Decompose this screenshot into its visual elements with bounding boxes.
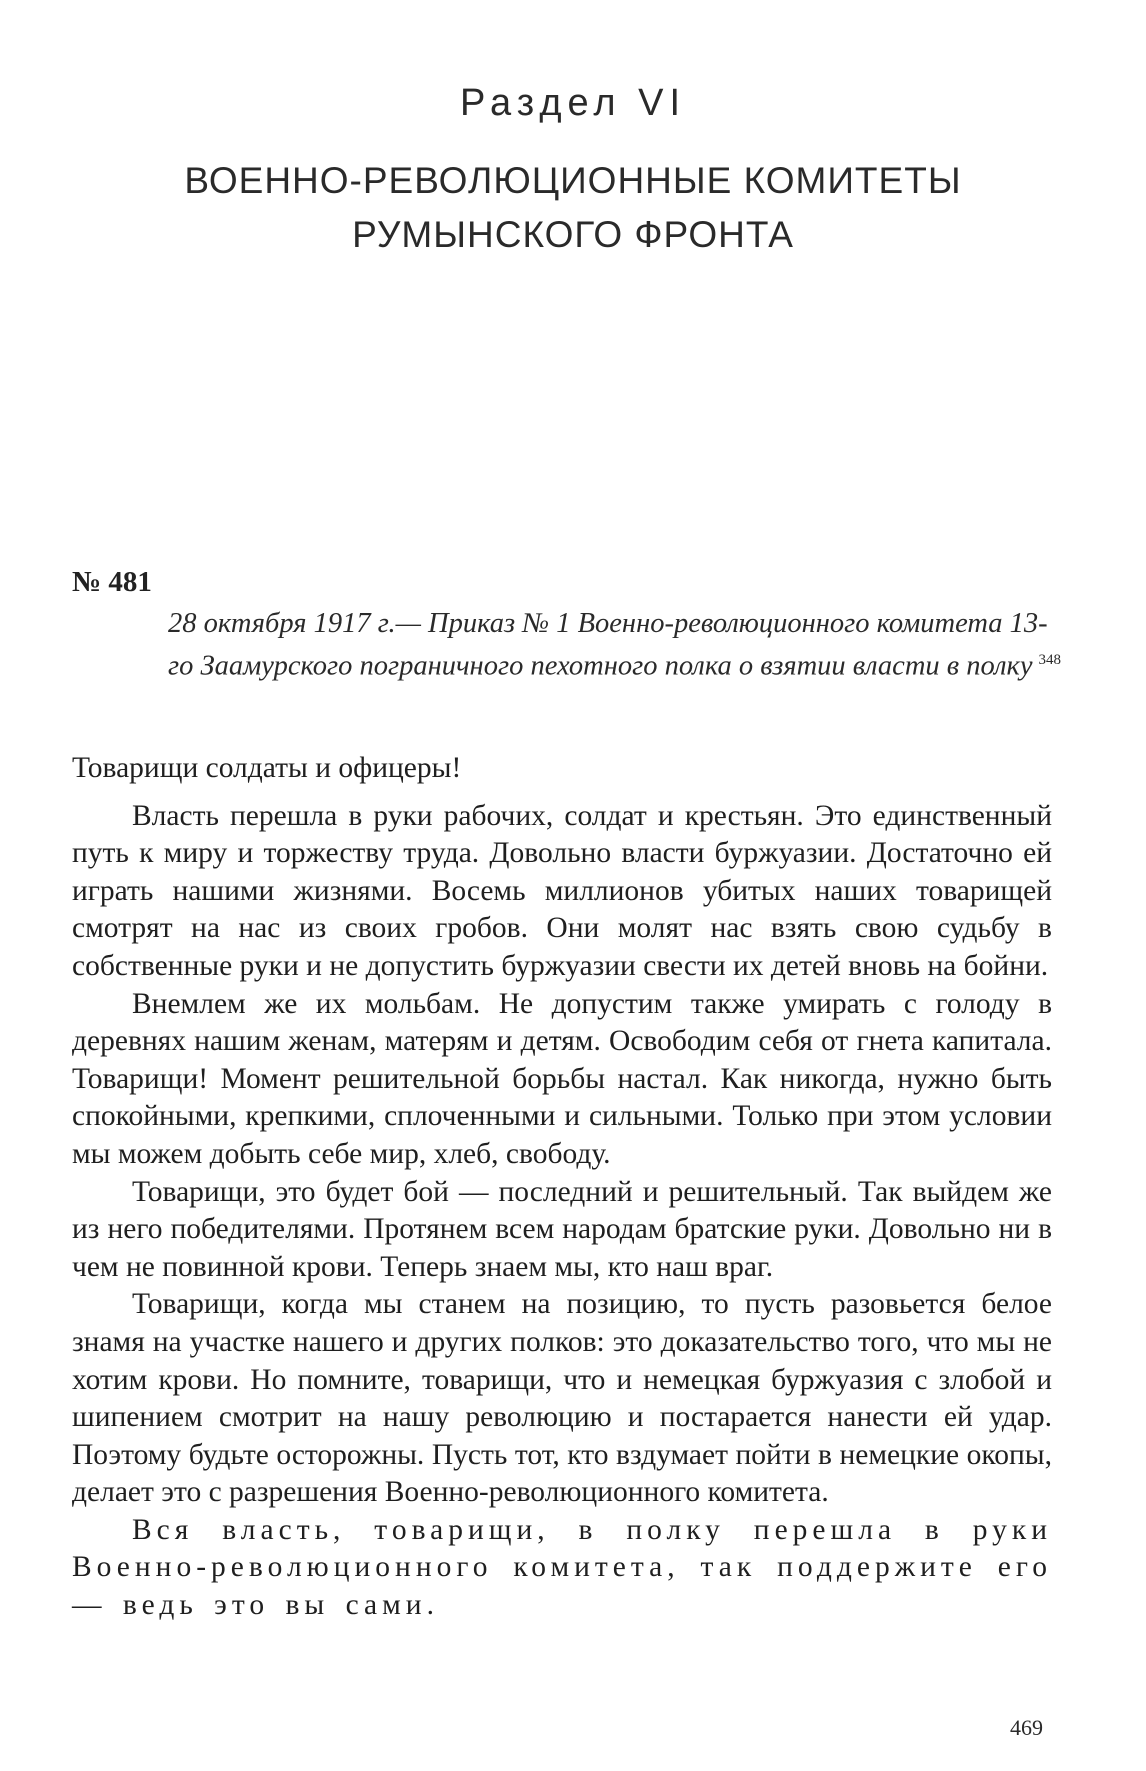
footnote-reference[interactable]: 348 bbox=[1038, 652, 1061, 668]
paragraph-1: Власть перешла в руки рабочих, солдат и крестьян. Это единственный путь к миру и торжеству труда. Довольно власти буржуазии. Достаточно ей играть нашими жизнями. Восемь миллионов убитых наших товарищей смотрят на нас из своих гробов. Они молят нас взять свою судьбу в собственные руки и не допустить буржуазии свести их детей вновь на бойни. bbox=[72, 799, 1052, 982]
section-title-line-1: ВОЕННО-РЕВОЛЮЦИОННЫЕ КОМИТЕТЫ bbox=[184, 160, 962, 201]
paragraph-2: Внемлем же их мольбам. Не допустим также умирать с голоду в деревнях нашим женам, матерям и детям. Освободим себя от гнета капитала. Товарищи! Момент решительной борьбы настал. Как никогда, нужно быть спокойными, крепкими, сплоченными и сильными. Только при этом условии мы можем добыть себе мир, хлеб, свободу. bbox=[72, 987, 1052, 1170]
document-number: № 481 bbox=[72, 566, 152, 598]
document-body bbox=[72, 750, 1052, 1625]
document-header bbox=[168, 605, 1068, 685]
section-title bbox=[0, 154, 1146, 262]
greeting: Товарищи солдаты и офицеры! bbox=[72, 752, 462, 784]
page-number: 469 bbox=[1010, 1715, 1043, 1740]
section-label: Раздел VI bbox=[459, 82, 687, 124]
paragraph-3: Товарищи, это будет бой — последний и решительный. Так выйдем же из него победителями. Протянем всем народам братские руки. Довольно ни в чем не повинной крови. Теперь знаем мы, кто наш враг. bbox=[72, 1175, 1052, 1283]
document-header-text: 28 октября 1917 г.— Приказ № 1 Военно-революционного комитета 13-го Заамурского пограничного пехотного полка о взятии власти в полку bbox=[168, 608, 1048, 682]
paragraph-5-emphasized: Вся власть, товарищи, в полку перешла в руки Военно-революционного комитета, так поддержите его — ведь это вы сами. bbox=[72, 1513, 1052, 1622]
paragraph-4: Товарищи, когда мы станем на позицию, то пусть разовьется белое знамя на участке нашего и других полков: это доказательство того, что мы не хотим крови. Но помните, товарищи, что и немецкая буржуазия с злобой и шипением смотрит на нашу революцию и постарается нанести ей удар. Поэтому будьте осторожны. Пусть тот, кто вздумает пойти в немецкие окопы, делает это с разрешения Военно-революционного комитета. bbox=[72, 1288, 1052, 1509]
section-title-line-2: РУМЫНСКОГО ФРОНТА bbox=[352, 214, 794, 255]
